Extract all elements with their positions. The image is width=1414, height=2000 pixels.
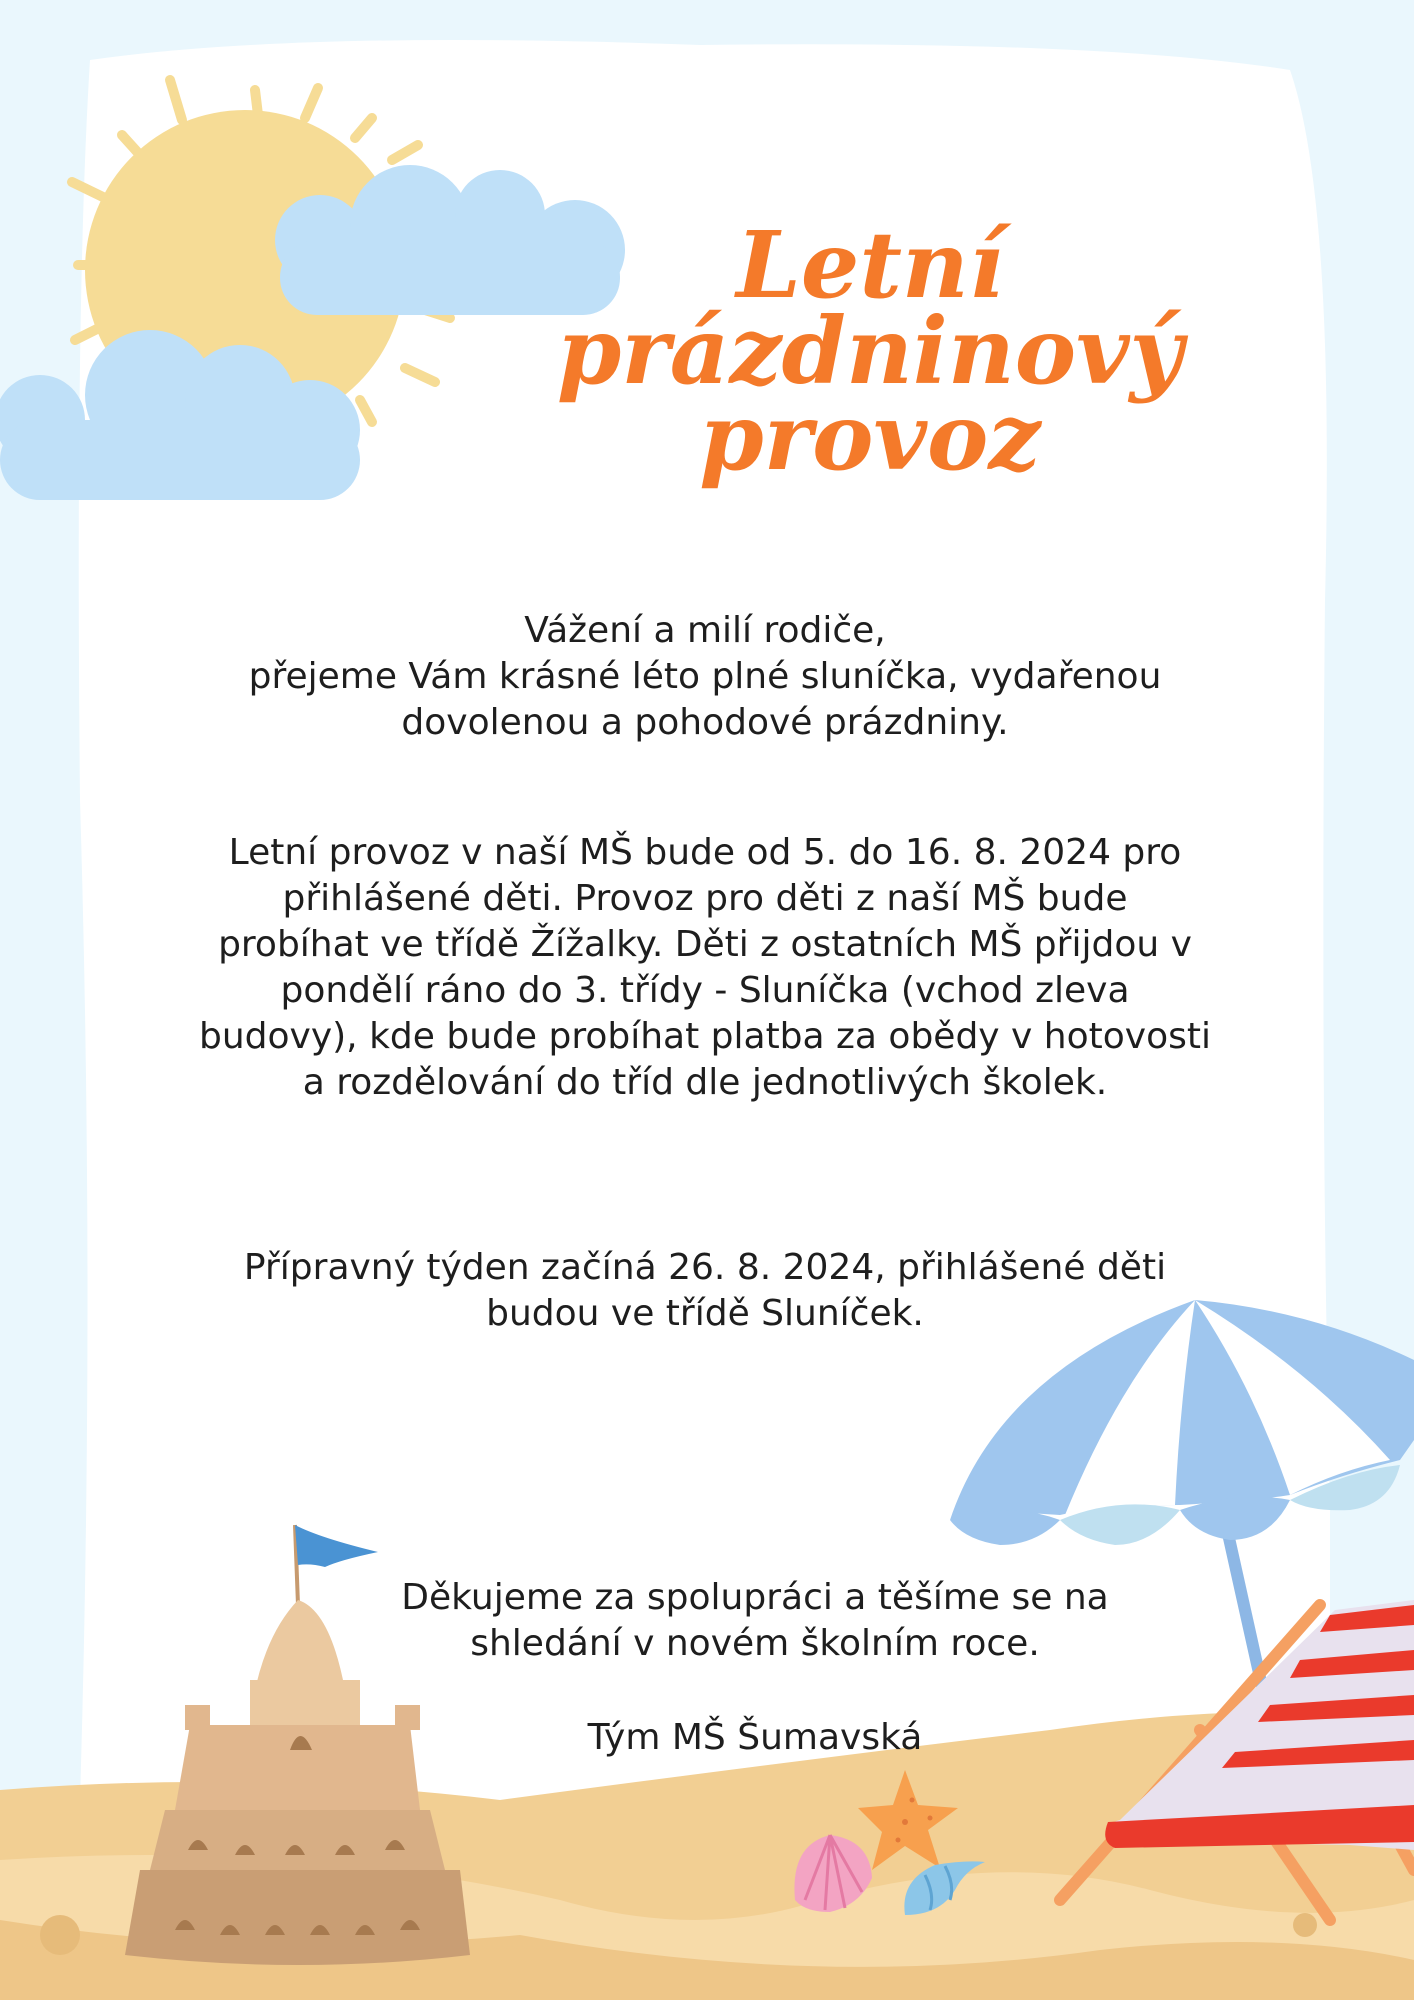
signature-text: Tým MŠ Šumavská [587, 1717, 923, 1758]
text-line: a rozdělování do tříd dle jednotlivých školek. [302, 1062, 1108, 1103]
text-line: budovy), kde bude probíhat platba za obědy v hotovosti [198, 1016, 1211, 1057]
text-line: shledání v novém školním roce. [470, 1623, 1040, 1664]
title-line: Letní [736, 211, 1004, 319]
signature [420, 1715, 1090, 1761]
text-line: Letní provoz v naší MŠ bude od 5. do 16. 8. 2024 pro [228, 832, 1182, 873]
title-line: prázdninový [557, 297, 1183, 405]
thanks-paragraph [320, 1575, 1190, 1667]
text-line: budou ve třídě Sluníček. [486, 1293, 924, 1334]
title-line: provoz [699, 383, 1041, 491]
page-title [520, 211, 1220, 491]
text-line: Děkujeme za spolupráci a těšíme se na [401, 1577, 1109, 1618]
text-line: dovolenou a pohodové prázdniny. [401, 702, 1009, 743]
text-line: přejeme Vám krásné léto plné sluníčka, vydařenou [248, 656, 1162, 697]
greeting-paragraph [140, 608, 1270, 746]
text-line: Přípravný týden začíná 26. 8. 2024, přihlášené děti [243, 1247, 1167, 1288]
text-line: probíhat ve třídě Žížalky. Děti z ostatních MŠ přijdou v [218, 924, 1192, 965]
text-line: pondělí ráno do 3. třídy - Sluníčka (vchod zleva [280, 970, 1130, 1011]
text-line: přihlášené děti. Provoz pro děti z naší MŠ bude [282, 878, 1128, 919]
summer-operation-paragraph [120, 830, 1290, 1106]
text-line: Vážení a milí rodiče, [524, 610, 886, 651]
prep-week-paragraph [140, 1245, 1270, 1337]
